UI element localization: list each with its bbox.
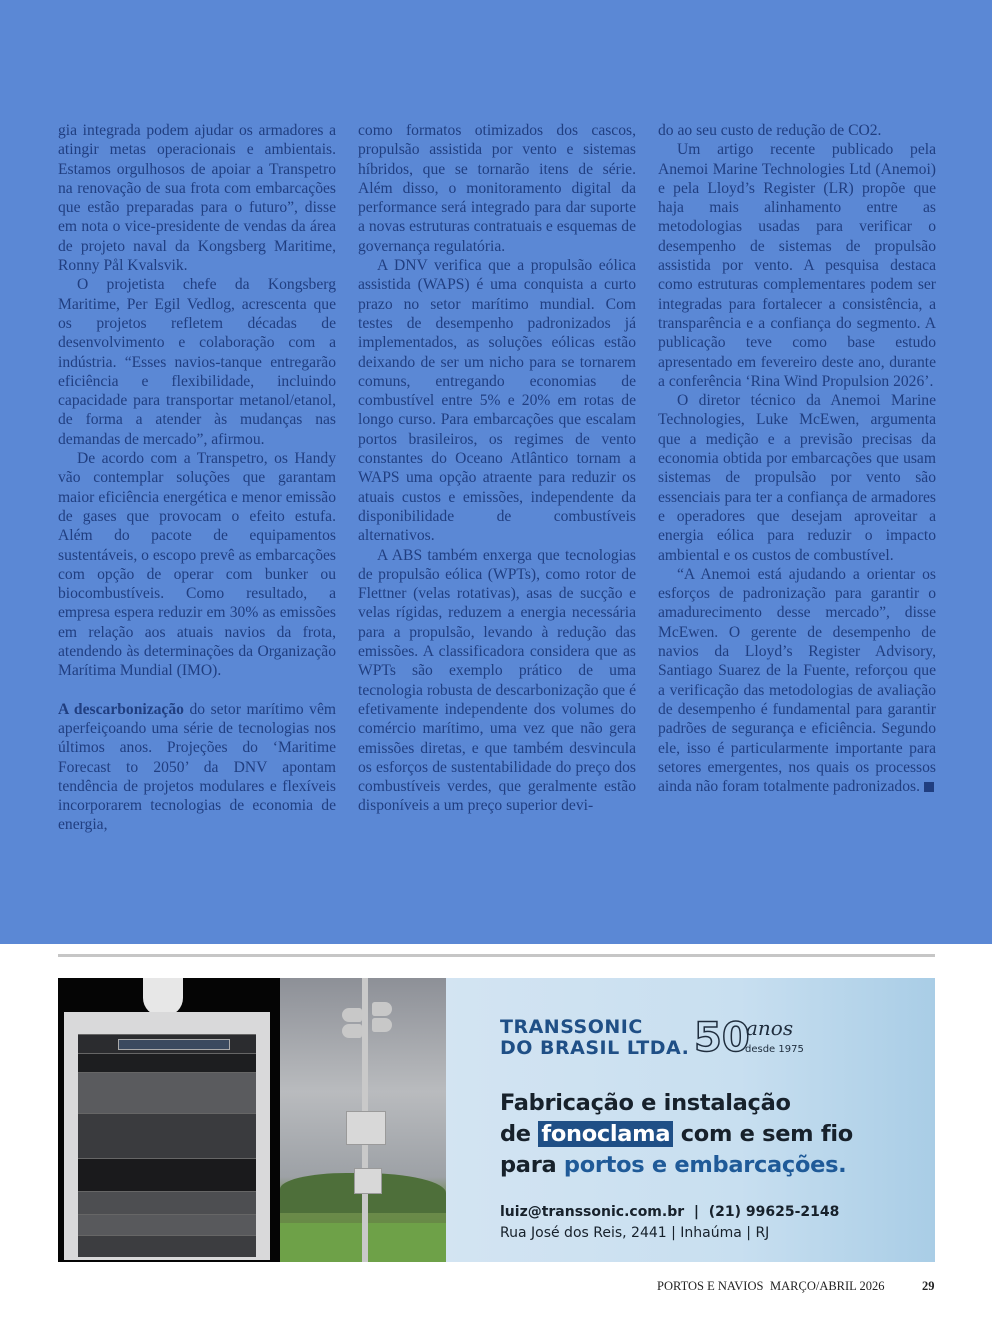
- anniversary-word: anos: [746, 1016, 794, 1040]
- paragraph: O diretor técnico da Anemoi Marine Technologies, Luke McEwen, argumenta que a medição e a previsão precisas da economia obtida por embarcações que usam sistemas de propulsão por vento são essenciais para ter a confiança de armadores e operadores que desejam aproveitar a energia eólica para reduzir o impacto ambiental e os custos de combustível.: [658, 392, 936, 564]
- section-text: do setor marítimo vêm aperfeiçoando uma série de tecnologias nos últimos anos. Projeções do ‘Maritime Forecast to 2050’ da DNV apontam tendência de projetos modulares e flexíveis incorporarem tecnologias de economia de energia,: [58, 700, 337, 834]
- loudspeaker-pole-photo: [280, 978, 446, 1262]
- page-number: 29: [922, 1279, 935, 1293]
- ad-text-panel: [446, 978, 935, 1262]
- equipment-rack: [64, 1012, 270, 1260]
- divider-rule: [58, 954, 935, 957]
- phone-number[interactable]: (21) 99625-2148: [708, 1204, 840, 1220]
- end-of-article-square-icon: [924, 782, 934, 792]
- speaker-horn: [372, 1018, 392, 1032]
- anniversary-since: desde 1975: [745, 1044, 804, 1055]
- anniversary-number: 50: [694, 1015, 750, 1061]
- rack-label: [118, 1039, 230, 1050]
- ad-contact: luiz@transsonic.com.br | (21) 99625-2148 Rua José dos Reis, 2441 | Inhaúma | RJ: [500, 1202, 839, 1244]
- footer-issue: MARÇO/ABRIL 2026: [770, 1279, 885, 1293]
- junction-box: [346, 1111, 386, 1145]
- paragraph: A ABS também enxerga que tecnologias de propulsão eólica (WPTs), como rotor de Flettner (velas rotativas), asas de sucção e velas rígidas, reduzem a energia necessária para a propulsão, levando à redução das emissões. A classificadora considera que as WPTs são exemplo prático de uma tecnologia robusta de descarbonização que é efetivamente independente dos volumes do comércio marítimo, uma vez que não gera emissões diretas, e que também desvincula os esforços de sustentabilidade do preço dos combustíveis verdes, que geralmente estão disponíveis a um preço superior devi-: [358, 546, 636, 815]
- closing-paragraph: [658, 565, 936, 797]
- junction-box: [354, 1168, 382, 1194]
- email-link[interactable]: luiz@transsonic.com.br: [500, 1204, 685, 1220]
- paragraph: O projetista chefe da Kongsberg Maritime, Per Egil Vedlog, acrescenta que os projetos refletem décadas de desenvolvimento e colaboração com a indústria. “Esses navios-tanque entregarão eficiência e flexibilidade, incluindo capacidade para transportar metanol/etanol, de forma a atender às mudanças nas demandas de mercado”, afirmou.: [58, 276, 336, 448]
- speaker-horn: [342, 1024, 362, 1038]
- lamp-shape: [143, 978, 183, 1016]
- article-column-2: [358, 121, 636, 816]
- speaker-horn: [372, 1002, 392, 1016]
- advertisement[interactable]: [58, 978, 935, 1262]
- audio-rack-photo: [58, 978, 280, 1262]
- article-column-3: [658, 121, 936, 796]
- ad-headline: Fabricação e instalação de fonoclama com e sem fio para portos e embarcações.: [500, 1090, 853, 1178]
- paragraph: gia integrada podem ajudar os armadores a atingir metas operacionais e ambientais. Estamos orgulhosos de apoiar a Transpetro na renovação de sua frota com embarcações que estão preparadas para o futuro”, disse em nota o vice-presidente de vendas da área de projeto naval da Kongsberg Maritime, Ronny Pål Kvalsvik.: [58, 122, 336, 275]
- footer-magazine-name: PORTOS E NAVIOS: [657, 1279, 764, 1293]
- speaker-horn: [342, 1008, 362, 1022]
- section-lead: A descarbonização: [58, 700, 184, 718]
- address: Rua José dos Reis, 2441 | Inhaúma | RJ: [500, 1225, 770, 1241]
- paragraph: De acordo com a Transpetro, os Handy vão contemplar soluções que garantam maior eficiência energética e menor emissão de gases que provocam o efeito estufa. Além do pacote de equipamentos sustentáveis, o escopo prevê as embarcações com opção de operar com bunker ou biocombustíveis. Como resultado, a empresa espera reduzir em 30% as emissões em relação aos atuais navios da frota, atendendo às determinações da Organização Marítima Mundial (IMO).: [58, 450, 336, 680]
- highlight-fonoclama: fonoclama: [538, 1121, 673, 1147]
- section-paragraph: [58, 700, 336, 835]
- paragraph: Um artigo recente publicado pela Anemoi Marine Technologies Ltd (Anemoi) e pela Lloyd’s Register (LR) propõe que haja mais alinhamento entre as metodologias usadas para verificar o desempenho de sistemas de propulsão assistida por vento. A pesquisa destaca como estruturas complementares podem ser integradas para fortalecer a consistência, a transparência e a confiança do segmento. A publicação teve como base estudo apresentado em fevereiro deste ano, durante a conferência ‘Rina Wind Propulsion 2026’.: [658, 141, 936, 390]
- paragraph: A DNV verifica que a propulsão eólica assistida (WAPS) é uma conquista a curto prazo no setor marítimo mundial. Com testes de desempenho padronizados já implementados, as soluções eólicas estão deixando de ser um nicho para se tornarem comuns, entregando economias de combustível entre 5% e 20% em rotas de longo curso. Para embarcações que escalam portos brasileiros, os regimes de vento constantes do Oceano Atlântico tornam a WAPS uma opção atraente para reduzir os atuais custos e emissões, independente da disponibilidade de combustíveis alternativos.: [358, 257, 636, 545]
- paragraph: do ao seu custo de redução de CO2.: [658, 122, 882, 139]
- article-column-1: [58, 121, 336, 835]
- brand-logo: TRANSSONIC DO BRASIL LTDA.: [500, 1016, 690, 1059]
- paragraph: como formatos otimizados dos cascos, propulsão assistida por vento e sistemas híbridos, que se tornarão itens de série. Além disso, o monitoramento digital da performance será integrado para dar suporte a novas estruturas contratuais e esquemas de governança regulatória.: [358, 122, 636, 255]
- paragraph-text: “A Anemoi está ajudando a orientar os esforços de padronização para garantir o amadurecimento desse mercado”, disse McEwen. O gerente de desempenho de navios da Lloyd’s Register Advisory, Santiago Suarez de la Fuente, reforçou que a verificação das metodologias de avaliação de desempenho é fundamental para garantir padrões de segurança e eficiência. Segundo ele, isso é particularmente importante para setores emergentes, nos quais os processos ainda não foram totalmente padronizados.: [658, 565, 936, 796]
